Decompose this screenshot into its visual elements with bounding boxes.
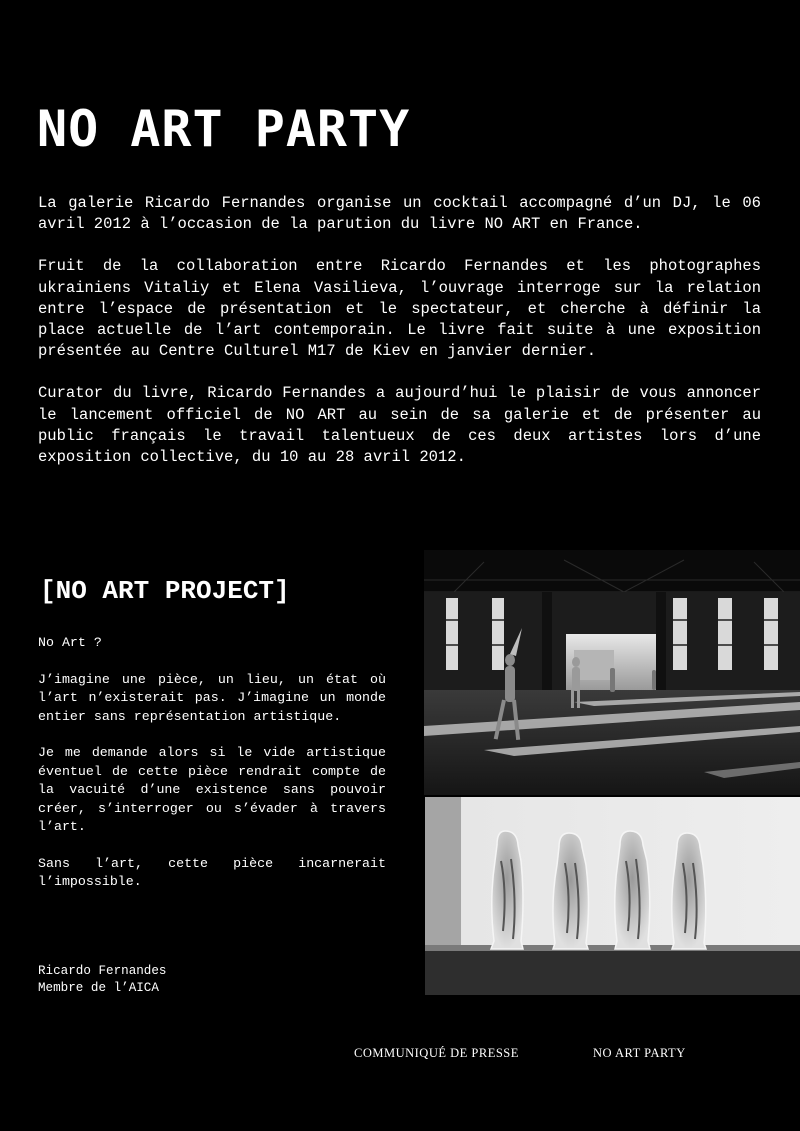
project-title: [NO ART PROJECT] (40, 576, 290, 606)
footer-press-release: COMMUNIQUÉ DE PRESSE (354, 1046, 519, 1060)
intro-text (38, 193, 761, 489)
project-paragraph: Sans l’art, cette pièce incarnerait l’impossible. (38, 855, 386, 890)
project-paragraph: J’imagine une pièce, un lieu, un état où l’art n’existerait pas. J’imagine un monde entier sans représentation artistique. (38, 671, 386, 724)
signature (38, 963, 166, 996)
project-paragraph: No Art ? (38, 635, 102, 650)
project-paragraph: Je me demande alors si le vide artistique éventuel de cette pièce rendrait compte de la vacuité d’une existence sans pouvoir créer, s’interroger ou s’évader à travers l’art. (38, 745, 386, 835)
intro-paragraph: Fruit de la collaboration entre Ricardo Fernandes et les photographes ukrainiens Vitaliy et Elena Vasilieva, l’ouvrage interroge sur la relation entre l’espace de présentation et le spectateur, et cherche à définir la place actuelle de l’art contemporain. Le livre fait suite à une exposition présentée au Centre Culturel M17 de Kiev en janvier dernier. (38, 257, 761, 361)
wrapped-sculptures-photo (425, 797, 800, 995)
intro-paragraph: Curator du livre, Ricardo Fernandes a aujourd’hui le plaisir de vous annoncer le lancement officiel de NO ART au sein de sa galerie et de présenter au public français le travail talentueux de ces deux artistes lors d’une exposition collective, du 10 au 28 avril 2012. (38, 384, 761, 467)
page-title: NO ART PARTY (37, 100, 411, 158)
footer-event-name: NO ART PARTY (593, 1046, 686, 1060)
intro-paragraph: La galerie Ricardo Fernandes organise un cocktail accompagné d’un DJ, le 06 avril 2012 à l’occasion de la parution du livre NO ART en France. (38, 194, 761, 234)
signature-name: Ricardo Fernandes (38, 964, 167, 978)
exhibition-hall-photo (424, 550, 800, 795)
signature-role: Membre de l’AICA (38, 980, 159, 995)
project-text (38, 634, 386, 910)
